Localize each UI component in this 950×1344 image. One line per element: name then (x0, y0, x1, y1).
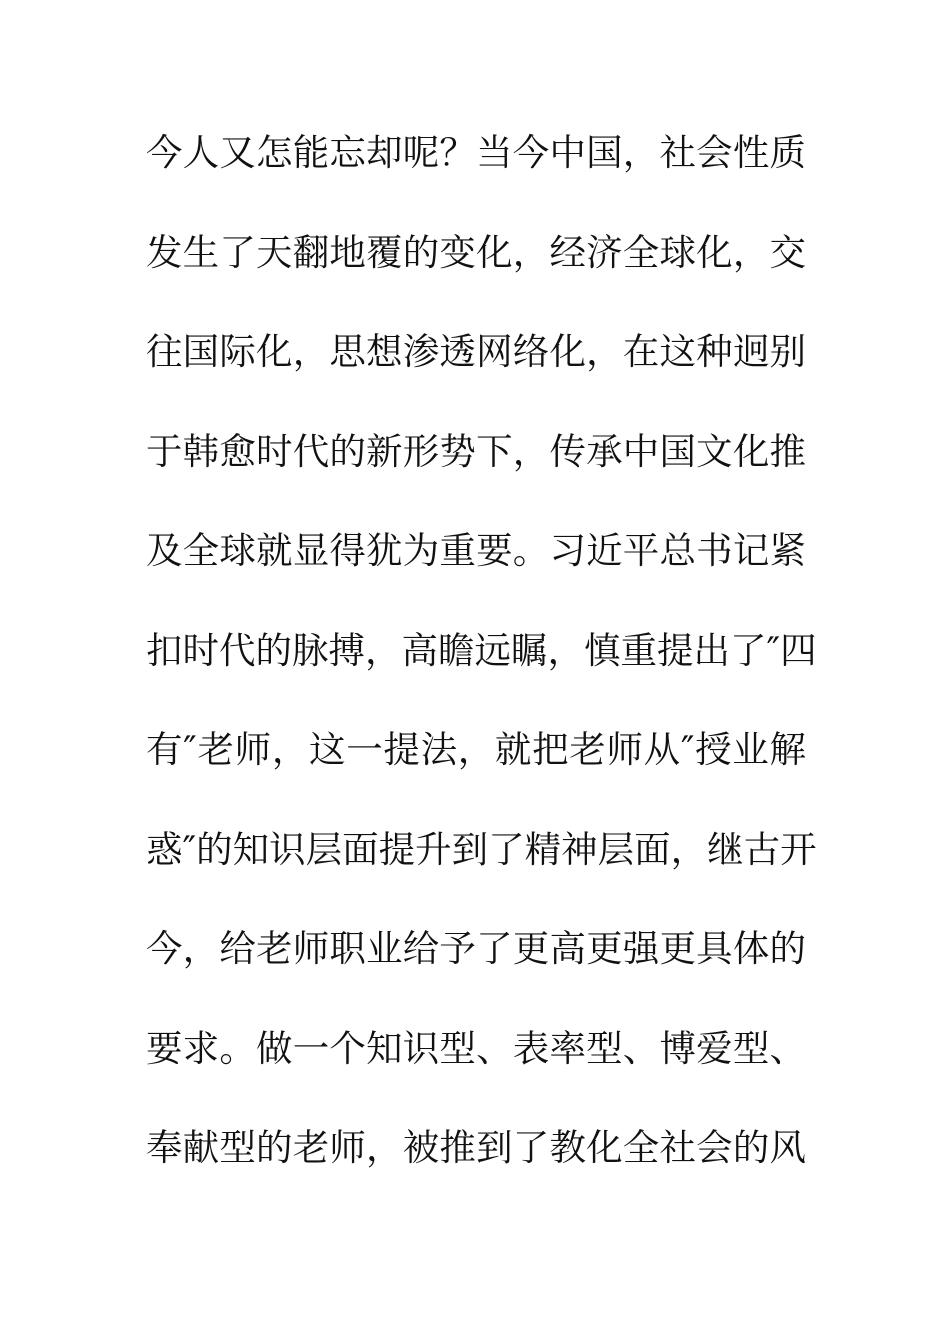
text-line: 今，给老师职业给予了更高更强更具体的 (146, 927, 806, 970)
text-line: 惑″的知识层面提升到了精神层面，继古开 (146, 827, 817, 871)
text-line: 奉献型的老师，被推到了教化全社会的风 (146, 1126, 806, 1169)
text-line: 及全球就显得犹为重要。习近平总书记紧 (146, 529, 806, 572)
text-line: 发生了天翻地覆的变化，经济全球化，交 (146, 230, 806, 274)
text-line: 有″老师，这一提法，就把老师从″授业解 (146, 728, 806, 771)
text-line: 要求。做一个知识型、表率型、博爱型、 (146, 1026, 806, 1070)
text-line: 于韩愈时代的新形势下，传承中国文化推 (146, 429, 806, 473)
text-line: 扣时代的脉搏，高瞻远瞩，慎重提出了″四 (146, 628, 817, 672)
text-line: 今人又怎能忘却呢？当今中国，社会性质 (146, 131, 806, 174)
body-paragraph (146, 124, 817, 1219)
text-line: 往国际化，思想渗透网络化，在这种迥别 (146, 330, 806, 373)
